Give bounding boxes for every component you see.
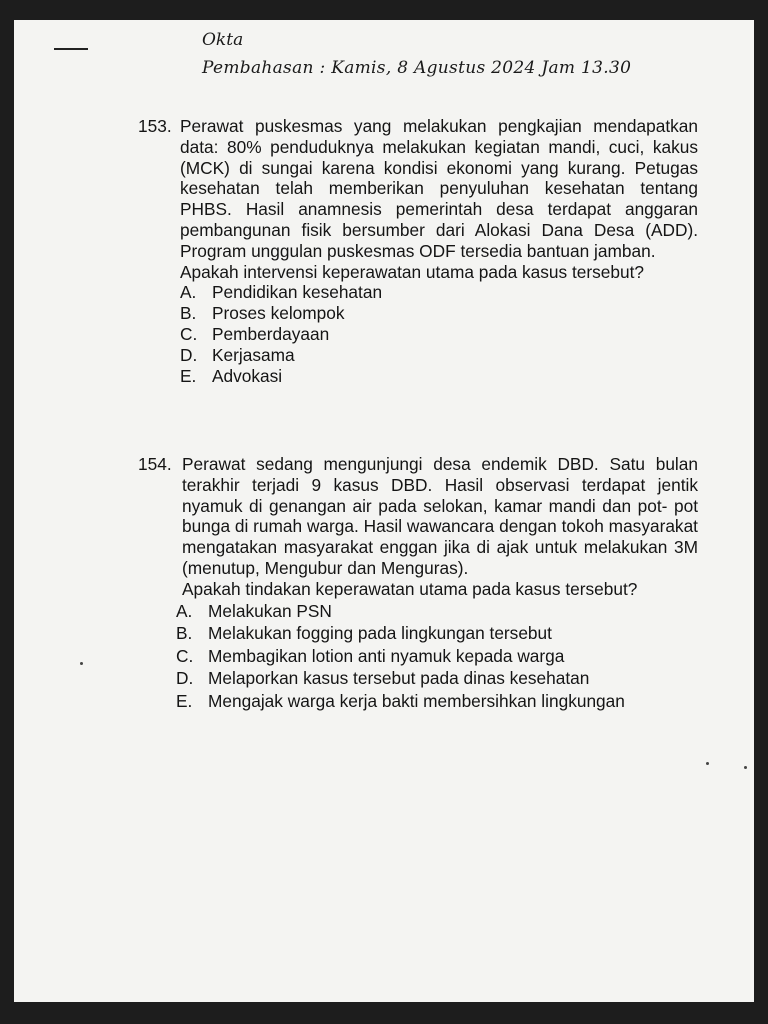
option-text: Melaporkan kasus tersebut pada dinas kesehatan — [208, 668, 590, 689]
question-154 — [138, 454, 698, 713]
option-letter: A. — [176, 600, 193, 621]
option-text: Melakukan fogging pada lingkungan tersebut — [208, 623, 552, 644]
question-prompt: Apakah intervensi keperawatan utama pada kasus tersebut? — [180, 261, 645, 282]
option-d — [176, 667, 698, 690]
option-a — [180, 282, 698, 303]
option-text: Advokasi — [212, 365, 283, 386]
option-text: Kerjasama — [212, 344, 295, 365]
option-a — [176, 600, 698, 623]
option-c — [176, 645, 698, 668]
option-e — [180, 366, 698, 387]
option-text: Mengajak warga kerja bakti membersihkan lingkungan — [208, 690, 625, 711]
handwritten-name: Okta — [202, 30, 244, 50]
answer-options — [176, 600, 698, 713]
option-text: Proses kelompok — [212, 303, 345, 324]
answer-options — [180, 282, 698, 386]
ink-dot — [80, 662, 83, 665]
option-d — [180, 345, 698, 366]
question-prompt: Apakah tindakan keperawatan utama pada kasus tersebut? — [182, 578, 638, 599]
ink-dot — [706, 762, 709, 765]
option-b — [176, 622, 698, 645]
option-text: Melakukan PSN — [208, 600, 332, 621]
option-letter: A. — [180, 282, 197, 303]
ink-dot — [744, 766, 747, 769]
option-text: Pemberdayaan — [212, 323, 330, 344]
option-letter: D. — [176, 668, 194, 689]
question-body: Perawat puskesmas yang melakukan pengkajian mendapatkan data: 80% penduduknya melakukan kegiatan mandi, cuci, kakus (MCK) di sungai karena kondisi ekonomi yang kurang. Petugas kesehatan telah memberikan penyuluhan kesehatan tentang PHBS. Hasil anamnesis pemerintah desa terdapat anggaran pembangunan fisik bersumber dari Alokasi Dana Desa (ADD). Program unggulan puskesmas ODF tersedia bantuan jamban. — [180, 116, 698, 261]
question-number: 153. — [138, 116, 172, 136]
option-e — [176, 690, 698, 713]
page-edge-shadow — [0, 470, 4, 500]
option-letter: C. — [176, 645, 194, 666]
option-text: Membagikan lotion anti nyamuk kepada warga — [208, 645, 565, 666]
option-text: Pendidikan kesehatan — [212, 282, 383, 303]
option-b — [180, 303, 698, 324]
question-153 — [138, 116, 698, 386]
question-number: 154. — [138, 454, 172, 474]
handwritten-note: Pembahasan : Kamis, 8 Agustus 2024 Jam 13.30 — [202, 58, 632, 78]
question-body: Perawat sedang mengunjungi desa endemik DBD. Satu bulan terakhir terjadi 9 kasus DBD. Hasil observasi terdapat jentik nyamuk di genangan air pada selokan, kamar mandi dan pot- pot bunga di rumah warga. Hasil wawancara dengan tokoh masyarakat mengatakan masyarakat enggan jika di ajak untuk melakukan 3M (menutup, Mengubur dan Menguras). — [182, 454, 698, 578]
option-letter: E. — [180, 365, 197, 386]
option-letter: C. — [180, 323, 198, 344]
option-c — [180, 324, 698, 345]
option-letter: B. — [176, 623, 193, 644]
option-letter: D. — [180, 344, 198, 365]
margin-dash — [54, 48, 88, 50]
option-letter: B. — [180, 303, 197, 324]
option-letter: E. — [176, 690, 193, 711]
document-page — [14, 20, 754, 1002]
